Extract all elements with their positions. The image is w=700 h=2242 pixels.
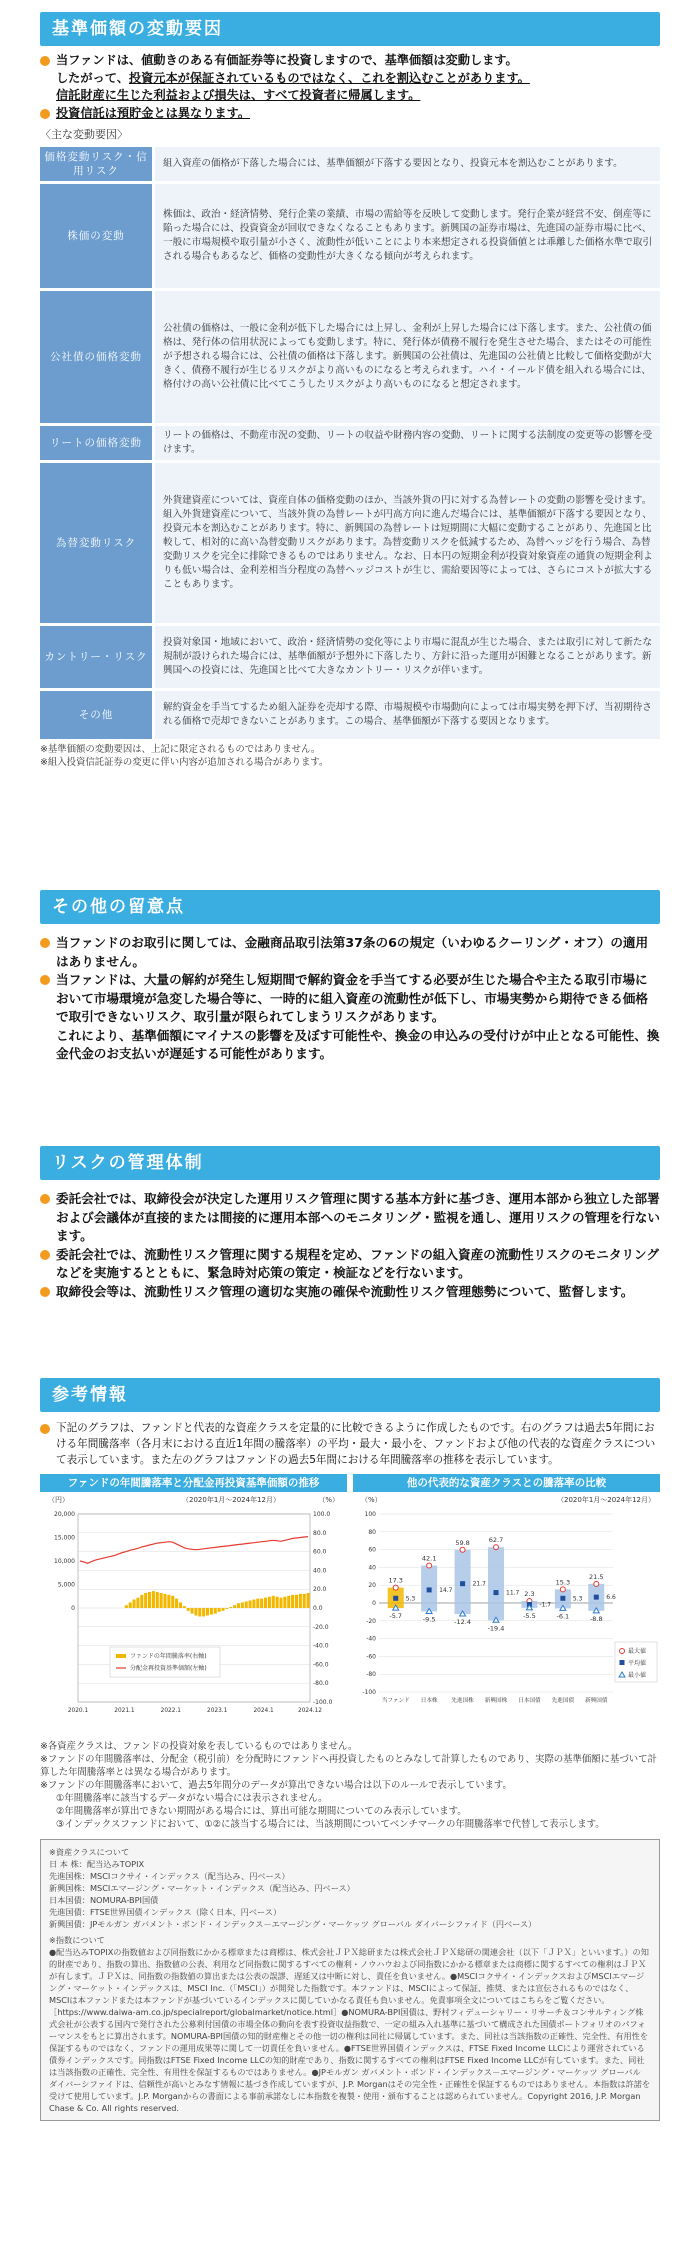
ref-heading: ※資産クラスについて	[49, 1847, 130, 1857]
right-tick-label: 60.0	[313, 1548, 327, 1556]
charts-row	[40, 1474, 660, 1736]
return-bar	[194, 1608, 197, 1616]
avg-point	[427, 1587, 432, 1592]
bullet-item	[40, 52, 660, 105]
avg-point	[393, 1596, 398, 1601]
max-label: 17.3	[388, 1576, 403, 1585]
avg-point	[494, 1590, 499, 1595]
legend-label: 最大値	[628, 1648, 647, 1655]
category-label: 日本国債	[518, 1698, 541, 1704]
risk-text: 外貨建資産については、資産自体の価格変動のほか、当該外貨の円に対する為替レートの変動の影響を受けます。組入外貨建資産について、当該外貨の為替レートが円高方向に進んだ場合には、基準価額が下落する要因となり、投資元本を割込むことがあります。特に、新興国の為替レートは短期間に大幅に変動することがあり、先進国と比較して、相対的に高い為替変動リスクがあります。為替変動リスクを低減するため、為替ヘッジを行う場合、為替変動リスクを完全に排除できるものではありません。なお、日本円の短期金利が投資対象資産の通貨の短期金利よりも低い場合は、金利差相当分程度の為替ヘッジコストが生じ、需給要因等によっては、さらにコストが拡大することもあります。	[152, 463, 660, 623]
legend-label: ファンドの年間騰落率(右軸)	[130, 1653, 207, 1660]
max-label: 15.3	[555, 1578, 571, 1587]
risk-row	[40, 184, 660, 288]
avg-label: -1.7	[539, 1601, 552, 1609]
min-label: -12.4	[454, 1618, 471, 1627]
avg-label: 5.3	[572, 1595, 583, 1603]
legend-swatch-bar	[116, 1654, 126, 1658]
y-tick-label: 20	[368, 1582, 376, 1590]
return-bar	[214, 1608, 217, 1614]
risk-label: カントリー・リスク	[40, 626, 152, 688]
return-bar	[210, 1608, 213, 1615]
min-label: -8.8	[589, 1614, 603, 1623]
max-point	[393, 1585, 398, 1590]
return-bar	[206, 1608, 209, 1616]
note: ※ファンドの年間騰落率は、分配金（税引前）を分配時にファンドへ再投資したものとみなして計算したものであり、実際の基準価額に基づいて計算した年間騰落率とは異なる場合があります。	[40, 1754, 657, 1778]
max-point	[560, 1587, 565, 1592]
return-bar	[268, 1597, 271, 1608]
risk-text: 公社債の価格は、一般に金利が低下した場合には上昇し、金利が上昇した場合には下落します。また、公社債の価格は、発行体の信用状況によっても変動します。特に、発行体が債務不履行を発生させた場合、またはその可能性が予想される場合には、公社債の価格は下落します。新興国の公社債は、先進国の公社債と比較して価格変動が大きく、債務不履行が生じるリスクがより高いものになると考えられます。ハイ・イールド債を組入れる場合には、格付けの高い公社債に比べてこうしたリスクがより高いものになると想定されます。	[152, 291, 660, 423]
return-bar	[179, 1602, 182, 1608]
right-tick-label: -100.0	[313, 1699, 333, 1706]
return-bar	[171, 1596, 174, 1608]
bullet-text: 当ファンドは、値動きのある有価証券等に投資しますので、基準価額は変動します。	[56, 53, 518, 67]
left-tick-label: 20,000	[54, 1511, 75, 1518]
x-tick-label: 2024.1	[253, 1708, 274, 1714]
y-tick-label: 80	[368, 1528, 376, 1536]
return-bar	[202, 1608, 205, 1616]
legend-max-icon	[620, 1649, 625, 1654]
risk-label: 為替変動リスク	[40, 463, 152, 623]
risk-notes	[40, 743, 660, 769]
note: ②年間騰落率が算出できない期間がある場合には、算出可能な期間についてのみ表示しています。	[56, 1806, 467, 1817]
ref-heading: ※指数について	[49, 1935, 105, 1945]
bullet-item: 当ファンドは、大量の解約が発生し短期間で解約資金を手当てする必要が生じた場合や主たる取引市場において市場環境が急変した場合等に、一時的に組入資産の流動性が低下し、市場実勢から期待できる価格で取引できないリスク、取引量が限られてしまうリスクがあります。	[40, 971, 660, 1027]
return-bar	[287, 1596, 290, 1608]
y-tick-label: 0	[372, 1600, 376, 1607]
category-label: 先進国債	[551, 1698, 575, 1704]
right-tick-label: -80.0	[313, 1680, 329, 1688]
return-bar	[187, 1608, 190, 1611]
max-label: 59.8	[455, 1538, 470, 1547]
bullet-item	[40, 105, 660, 123]
bullet-text-underline: 投資元本が保証されているものではなく、これを割込むことがあります。	[128, 70, 530, 85]
legend	[615, 1642, 657, 1682]
avg-point	[560, 1596, 565, 1601]
return-bar	[307, 1593, 310, 1608]
risk-text: 株価は、政治・経済情勢、発行企業の業績、市場の需給等を反映して変動します。発行企業が経営不安、倒産等に陥った場合には、投資資金が回収できなくなることもあります。新興国の証券市場は、先進国の証券市場に比べ、一般に市場規模や取引量が小さく、流動性が低いことにより本来想定される投資価値とは乖離した価格水準で取引される場合もあるなど、価格の変動性が大きくなる傾向が考えられます。	[152, 184, 660, 288]
max-label: 62.7	[488, 1536, 504, 1545]
risk-text: 投資対象国・地域において、政治・経済情勢の変化等により市場に混乱が生じた場合、または取引に対して新たな規制が設けられた場合には、基準価額が予想外に下落したり、方針に沿った運用が困難となることがあります。新興国への投資には、先進国と比べて大きなカントリー・リスクが伴います。	[152, 626, 660, 688]
return-bar	[198, 1608, 201, 1616]
max-point	[594, 1581, 599, 1586]
section-title: リスクの管理体制	[40, 1146, 660, 1180]
return-bar	[303, 1594, 306, 1608]
nav-line	[80, 1537, 308, 1564]
bullet-text-underline: 投資信託は預貯金とは異なります。	[56, 105, 251, 120]
risk-row	[40, 147, 660, 181]
comparison-chart	[353, 1474, 660, 1736]
unit: （%）	[361, 1496, 382, 1504]
return-bar	[129, 1602, 132, 1608]
max-point	[460, 1547, 465, 1552]
bullet-text-underline: 信託財産に生じた利益および損失は、すべて投資者に帰属します。	[56, 88, 421, 102]
section-risk-management	[40, 1146, 660, 1301]
min-label: -19.4	[487, 1624, 505, 1633]
left-tick-label: 0	[71, 1605, 75, 1612]
chart-title: ファンドの年間騰落率と分配金再投資基準価額の推移	[40, 1474, 347, 1492]
ref-line: 新興国債：JPモルガン ガバメント・ボンド・インデックス－エマージング・マーケッツ グローバル ダイバーシファイド（円ベース）	[49, 1919, 537, 1929]
max-point	[494, 1545, 499, 1550]
risk-label: 価格変動リスク・信用リスク	[40, 147, 152, 181]
risk-row	[40, 291, 660, 423]
return-bar	[160, 1593, 163, 1608]
return-bar	[221, 1608, 224, 1611]
bullets	[40, 1190, 660, 1301]
return-bar	[249, 1600, 252, 1608]
return-bar	[225, 1608, 228, 1609]
legend-label: 最小値	[628, 1672, 647, 1679]
fund-chart	[40, 1474, 347, 1736]
period: （2020年1月～2024年12月）	[182, 1496, 280, 1504]
note: ※基準価額の変動要因は、上記に限定されるものではありません。	[40, 744, 321, 755]
max-point	[427, 1563, 432, 1568]
risk-row	[40, 463, 660, 623]
category-label: 当ファンド	[381, 1698, 410, 1704]
return-bar	[283, 1597, 286, 1608]
note: ③インデックスファンドにおいて、①②に該当する場合には、当該期間についてベンチマークの年間騰落率で代替して表示します。	[56, 1819, 605, 1830]
bullet-item: 委託会社では、取締役会が決定した運用リスク管理に関する基本方針に基づき、運用本部から独立した部署および会議体が直接的または間接的に運用本部へのモニタリング・監視を通し、運用リスクの管理を行ないます。	[40, 1190, 660, 1246]
section-title: 基準価額の変動要因	[40, 12, 660, 46]
right-tick-label: 100.0	[313, 1511, 331, 1518]
return-bar	[272, 1596, 275, 1608]
avg-label: 5.3	[405, 1595, 416, 1603]
return-bar	[218, 1608, 221, 1612]
chart-title: 他の代表的な資産クラスとの騰落率の比較	[353, 1474, 660, 1492]
section-other-notes	[40, 890, 660, 1064]
y-tick-label: -20	[366, 1617, 376, 1625]
return-bar	[175, 1599, 178, 1608]
x-tick-label: 2020.1	[67, 1708, 89, 1714]
ref-line: 日 本 株：配当込みTOPIX	[49, 1859, 145, 1869]
return-bar	[163, 1594, 166, 1608]
return-bar	[144, 1593, 147, 1608]
section-reference	[40, 1378, 660, 2121]
return-bar	[252, 1600, 255, 1608]
bullets	[40, 52, 660, 122]
y-tick-label: -60	[366, 1653, 376, 1661]
risk-text: リートの価格は、不動産市況の変動、リートの収益や財務内容の変動、リートに関する法制度の変更等の影響を受けます。	[152, 426, 660, 460]
x-tick-label: 2021.1	[114, 1708, 135, 1714]
legend	[110, 1647, 220, 1677]
risk-label: その他	[40, 691, 152, 739]
right-tick-label: -60.0	[313, 1661, 329, 1669]
return-bar	[140, 1595, 143, 1608]
min-label: -9.5	[422, 1615, 436, 1624]
y-tick-label: 60	[368, 1546, 376, 1554]
y-tick-label: -80	[366, 1671, 376, 1679]
right-unit: （%）	[318, 1496, 339, 1504]
legend-label: 分配金再投資基準価額(左軸)	[130, 1665, 207, 1672]
left-tick-label: 10,000	[54, 1558, 75, 1565]
return-bar	[233, 1605, 236, 1608]
note: ※ファンドの年間騰落率において、過去5年間分のデータが算出できない場合は以下のルールで表示しています。	[40, 1780, 512, 1791]
risk-subtitle: 〈主な変動要因〉	[40, 128, 128, 141]
reference-box	[40, 1839, 660, 2121]
max-label: 21.5	[589, 1572, 604, 1581]
return-bar	[136, 1598, 139, 1608]
category-label: 先進国株	[451, 1698, 474, 1704]
return-bar	[299, 1594, 302, 1608]
y-tick-label: -40	[366, 1635, 376, 1643]
return-bar	[264, 1598, 267, 1608]
return-bar	[133, 1600, 136, 1608]
right-tick-label: -40.0	[313, 1642, 329, 1650]
period: （2020年1月～2024年12月）	[557, 1496, 655, 1504]
category-label: 新興国債	[585, 1698, 608, 1704]
left-tick-label: 15,000	[54, 1534, 75, 1542]
avg-label: 11.7	[506, 1589, 520, 1597]
avg-point	[460, 1581, 465, 1586]
risk-table	[40, 144, 660, 742]
bullet-item: 下記のグラフは、ファンドと代表的な資産クラスを定量的に比較できるように作成したものです。右のグラフは過去5年間における年間騰落率（各月末における直近1年間の騰落率）の平均・最大・最小を、ファンドおよび他の代表的な資産クラスについて表示しています。また左のグラフはファンドの過去5年間における年間騰落率の推移を表示しています。	[40, 1420, 660, 1468]
right-tick-label: 20.0	[313, 1586, 327, 1594]
comparison-chart-svg	[353, 1492, 660, 1732]
return-bar	[125, 1605, 128, 1608]
avg-label: 21.7	[472, 1580, 486, 1588]
y-tick-label: 40	[368, 1564, 376, 1572]
legend-label: 平均値	[628, 1660, 647, 1667]
bullets	[40, 1420, 660, 1468]
risk-label: リートの価格変動	[40, 426, 152, 460]
section-variation-factors	[40, 12, 660, 769]
range-bar	[488, 1547, 504, 1620]
y-tick-label: 100	[364, 1511, 376, 1518]
risk-row	[40, 626, 660, 688]
risk-text: 解約資金を手当てするため組入証券を売却する際、市場規模や市場動向によっては市場実勢を押下げ、当初期待される価格で売却できないことがあります。この場合、基準価額が下落する要因となります。	[152, 691, 660, 739]
right-tick-label: 80.0	[313, 1529, 327, 1537]
chart-notes	[40, 1740, 660, 1831]
x-tick-label: 2022.1	[160, 1708, 181, 1714]
risk-row	[40, 691, 660, 739]
return-bar	[167, 1595, 170, 1608]
return-bar	[148, 1592, 151, 1608]
note: ①年間騰落率に該当するデータがない場合には表示されません。	[56, 1793, 328, 1804]
avg-label: 6.6	[606, 1594, 616, 1602]
return-bar	[229, 1607, 232, 1608]
return-bar	[237, 1603, 240, 1608]
section-title: その他の留意点	[40, 890, 660, 924]
risk-label: 公社債の価格変動	[40, 291, 152, 423]
fund-chart-svg	[40, 1492, 347, 1732]
y-tick-label: -100	[362, 1689, 376, 1696]
return-bar	[156, 1592, 159, 1608]
return-bar	[152, 1591, 155, 1608]
bullet-item: 当ファンドのお取引に関しては、金融商品取引法第37条の6の規定（いわゆるクーリング・オフ）の適用はありません。	[40, 934, 660, 971]
bullets	[40, 934, 660, 1064]
risk-text: 組入資産の価格が下落した場合には、基準価額が下落する要因となり、投資元本を割込むことがあります。	[152, 147, 660, 181]
return-bar	[295, 1595, 298, 1608]
return-bar	[183, 1606, 186, 1608]
return-bar	[260, 1599, 263, 1608]
bullet-item: 取締役会等は、流動性リスク管理の適切な実施の確保や流動性リスク管理態勢について、監督します。	[40, 1283, 660, 1302]
return-bar	[191, 1608, 194, 1614]
return-bar	[276, 1597, 279, 1608]
note: ※組入投資信託証券の変更に伴い内容が追加される場合があります。	[40, 757, 329, 768]
left-unit: （円）	[48, 1496, 69, 1504]
risk-row	[40, 426, 660, 460]
return-bar	[291, 1595, 294, 1608]
legend-avg-icon	[620, 1660, 625, 1665]
x-tick-label: 2023.1	[207, 1708, 228, 1714]
right-tick-label: -20.0	[313, 1623, 329, 1631]
right-tick-label: 40.0	[313, 1567, 327, 1575]
category-label: 新興国株	[484, 1698, 508, 1704]
return-bar	[245, 1601, 248, 1608]
ref-line: 先進国債：FTSE世界国債インデックス（除く日本、円ベース）	[49, 1907, 282, 1917]
section-title: 参考情報	[40, 1378, 660, 1412]
ref-body: ●配当込みTOPIXの指数値および同指数にかかる標章または商標は、株式会社ＪＰＸ総研または株式会社ＪＰＸ総研の関連会社（以下「ＪＰＸ」といいます。）の知的財産であり、指数の算出、指数値の公表、利用など同指数に関するすべての権利・ノウハウおよび同指数にかかる標章または商標に関するすべての権利はＪＰＸが有します。ＪＰＸは、同指数の指数値の算出または公表の誤謬、遅延又は中断に対し、責任を負いません。●MSCIコクサイ・インデックスおよびMSCIエマージング・マーケット・インデックスは、MSCI Inc.（「MSCI」）が開発した指数です。本ファンドは、MSCIによって保証、推奨、または宣伝されるものではなく、MSCIは本ファンドまたは本ファンドが基づいているインデックスに関していかなる責任も負いません。免責事項全文についてはこちらをご覧ください。［https://www.daiwa-am.co.jp/specialreport/globalmarket/notice.html］●NOMURA-BPI国債は、野村フィデューシャリー・リサーチ＆コンサルティング株式会社が公表する国内で発行された公募利付国債の市場全体の動向を表す投資収益指数で、一定の組み入れ基準に基づいて構成された国債ポートフォリオのパフォーマンスをもとに算出されます。NOMURA-BPI国債の知的財産権とその他一切の権利は同社に帰属しています。また、同社は当該指数の正確性、完全性、有用性を保証するものではなく、ファンドの運用成果等に関して一切責任を負いません。●FTSE世界国債インデックスは、FTSE Fixed Income LLCにより運営されている債券インデックスです。同指数はFTSE Fixed Income LLCの知的財産であり、指数に関するすべての権利はFTSE Fixed Income LLCが有しています。また、同社は当該指数の正確性、完全性、有用性を保証するものではありません。●JPモルガン ガバメント・ボンド・インデックス－エマージング・マーケッツ グローバル ダイバーシファイドは、信頼性が高いとみなす情報に基づき作成していますが、J.P. Morganはその完全性・正確性を保証するものではありません。本指数は許諾を受けて使用しています。J.P. Morganからの書面による事前承諾なしに本指数を複製・使用・頒布することは認められていません。Copyright 2016, J.P. Morgan Chase & Co. All rights reserved.	[49, 1947, 651, 2113]
max-label: 42.1	[421, 1554, 437, 1563]
right-tick-label: 0.0	[313, 1605, 323, 1612]
x-tick-label: 2024.12	[298, 1708, 322, 1714]
ref-line: 日本国債：NOMURA-BPI国債	[49, 1895, 159, 1905]
risk-label: 株価の変動	[40, 184, 152, 288]
note: ※各資産クラスは、ファンドの投資対象を表しているものではありません。	[40, 1741, 358, 1752]
ref-line: 先進国株：MSCIコクサイ・インデックス（配当込み、円ベース）	[49, 1871, 290, 1881]
avg-label: 14.7	[439, 1586, 453, 1594]
ref-line: 新興国株：MSCIエマージング・マーケット・インデックス（配当込み、円ベース）	[49, 1883, 355, 1893]
return-bar	[241, 1602, 244, 1608]
bullet-text: したがって、	[56, 70, 129, 85]
category-label: 日本株	[420, 1698, 438, 1704]
left-tick-label: 5,000	[57, 1581, 75, 1589]
min-label: -6.1	[556, 1612, 570, 1621]
return-bar	[256, 1599, 259, 1608]
avg-point	[594, 1595, 599, 1600]
bullet-continuation: これにより、基準価額にマイナスの影響を及ぼす可能性や、換金の申込みの受付けが中止となる可能性、換金代金のお支払いが遅延する可能性があります。	[56, 1027, 660, 1061]
bullet-item: 委託会社では、流動性リスク管理に関する規程を定め、ファンドの組入資産の流動性リスクのモニタリングなどを実施するとともに、緊急時対応策の策定・検証などを行ないます。	[40, 1246, 660, 1283]
max-label: 2.3	[524, 1589, 535, 1598]
min-label: -5.5	[523, 1611, 536, 1620]
return-bar	[279, 1598, 282, 1608]
min-label: -5.7	[389, 1612, 403, 1621]
